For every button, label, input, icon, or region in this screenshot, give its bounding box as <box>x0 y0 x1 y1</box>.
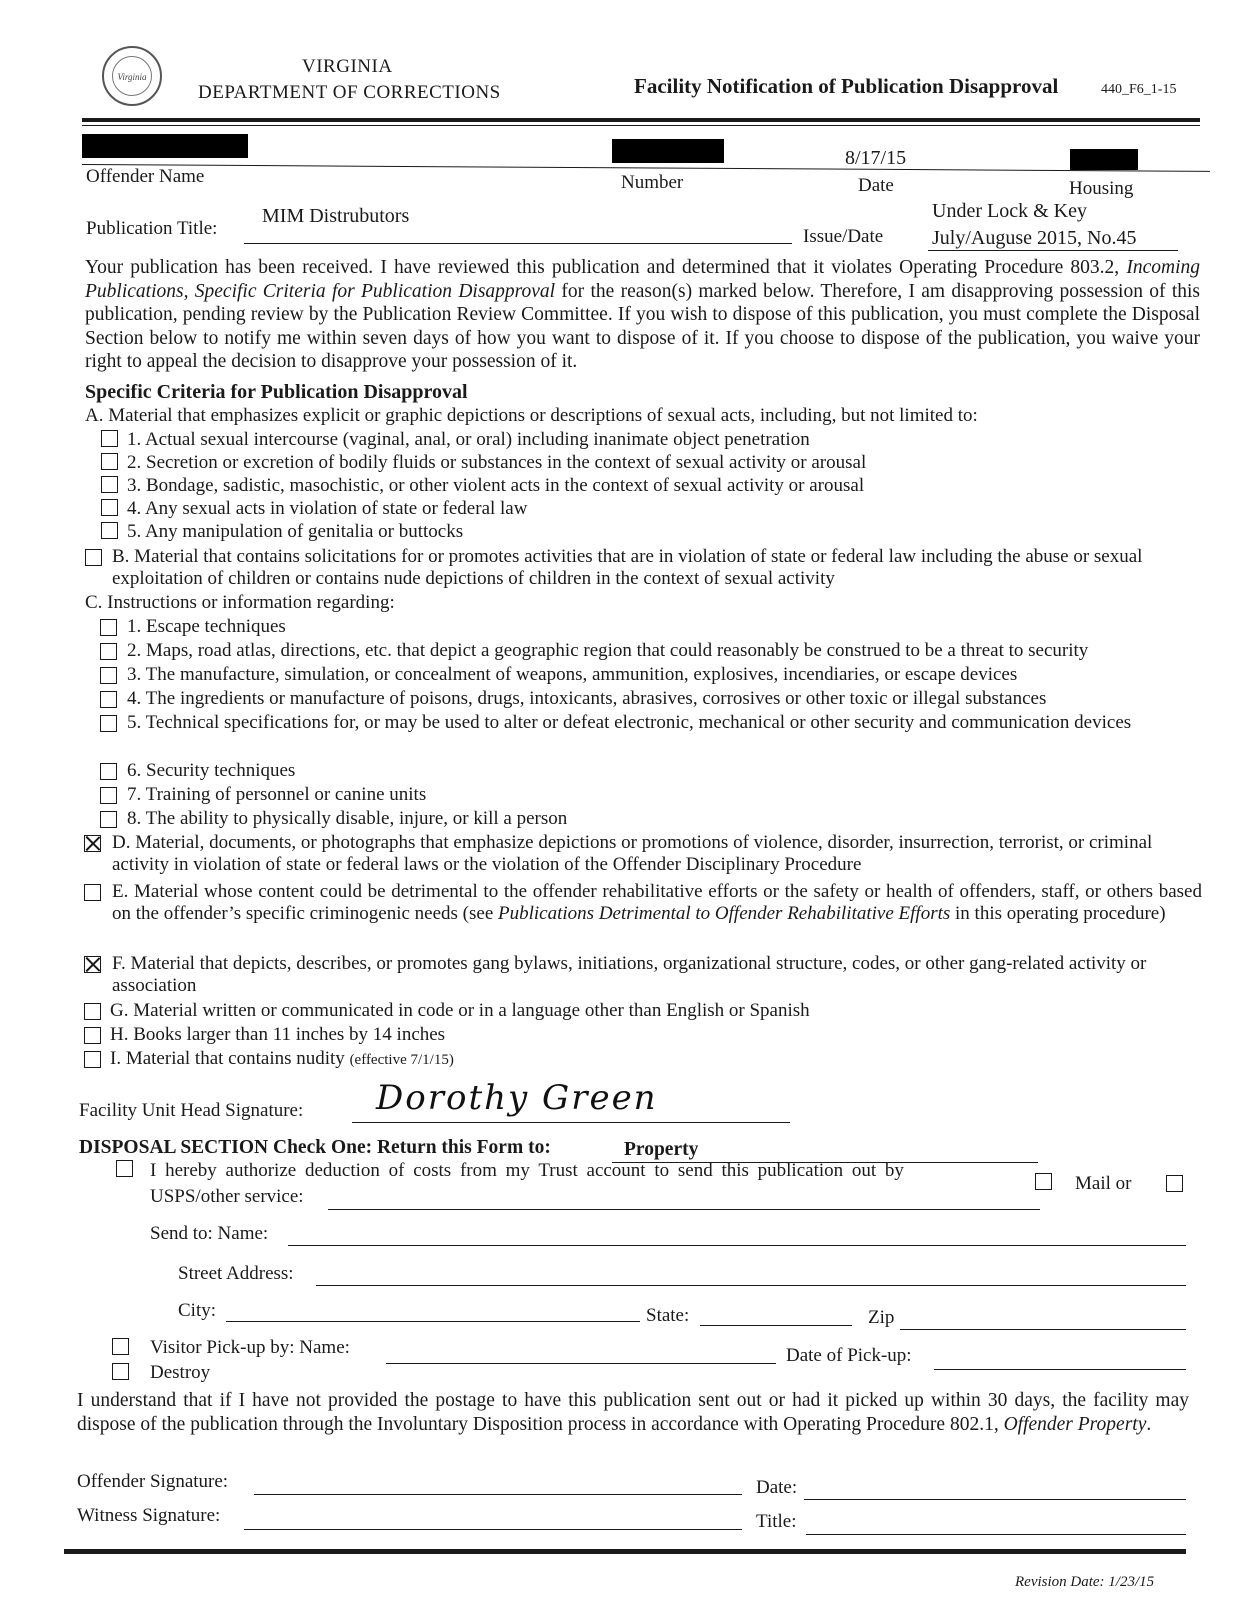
witness-signature-label: Witness Signature: <box>77 1505 221 1526</box>
checkbox-visitor-pickup[interactable] <box>112 1338 129 1355</box>
redacted-offender-number <box>612 139 724 163</box>
checkbox-c5[interactable] <box>100 715 117 732</box>
header-rule-thin <box>82 125 1200 126</box>
redacted-housing <box>1070 149 1138 170</box>
criterion-a2: 2. Secretion or excretion of bodily fluids or substances in the context of sexual activity or arousal <box>127 452 867 473</box>
checkbox-a1[interactable] <box>101 430 118 447</box>
criterion-d: D. Material, documents, or photographs that emphasize depictions or promotions of violence, disorder, insurrection, terrorist, or criminal activity in violation of state or federal laws or the violation of the Offender Disciplinary Procedure <box>112 832 1153 875</box>
facility-signature-label: Facility Unit Head Signature: <box>79 1100 304 1121</box>
checkbox-c4[interactable] <box>100 691 117 708</box>
form-title: Facility Notification of Publication Disapproval <box>634 74 1059 98</box>
street-address-label: Street Address: <box>178 1263 294 1284</box>
witness-signature-line <box>244 1529 742 1530</box>
redacted-offender-name <box>82 134 248 158</box>
criterion-f: F. Material that depicts, describes, or promotes gang bylaws, initiations, organizational structure, codes, or other gang-related activity or association <box>112 953 1147 996</box>
date-label: Date <box>858 175 894 196</box>
witness-title-line <box>806 1534 1186 1535</box>
checkbox-e[interactable] <box>84 884 101 901</box>
date-value: 8/17/15 <box>845 147 907 169</box>
checkbox-c8[interactable] <box>100 811 117 828</box>
checkbox-authorize[interactable] <box>116 1160 133 1177</box>
checkbox-c2[interactable] <box>100 643 117 660</box>
facility-signature: Dorothy Green <box>376 1078 658 1118</box>
criterion-a4: 4. Any sexual acts in violation of state or federal law <box>127 498 528 519</box>
checkbox-c1[interactable] <box>100 619 117 636</box>
seal-text: Virginia <box>112 56 152 96</box>
criterion-a3: 3. Bondage, sadistic, masochistic, or other violent acts in the context of sexual activity or arousal <box>127 475 865 496</box>
checkbox-destroy[interactable] <box>112 1363 129 1380</box>
witness-title-label: Title: <box>756 1511 797 1532</box>
usps-label: USPS/other service: <box>150 1186 304 1207</box>
offender-signature-line <box>254 1494 742 1495</box>
criterion-c6: 6. Security techniques <box>127 760 296 781</box>
criterion-g: G. Material written or communicated in code or in a language other than English or Spanish <box>110 1000 810 1021</box>
criterion-a: A. Material that emphasizes explicit or graphic depictions or descriptions of sexual acts, including, but not limited to: <box>85 405 978 426</box>
state-name: VIRGINIA <box>302 56 393 77</box>
checkbox-c7[interactable] <box>100 787 117 804</box>
checkbox-f[interactable] <box>84 956 101 973</box>
criterion-h: H. Books larger than 11 inches by 14 inches <box>110 1024 446 1045</box>
checkbox-b[interactable] <box>85 549 102 566</box>
criterion-i-note: (effective 7/1/15) <box>349 1052 454 1068</box>
authorize-text: I hereby authorize deduction of costs from my Trust account to send this publication out by <box>150 1160 904 1181</box>
revision-date: Revision Date: 1/23/15 <box>1015 1574 1155 1590</box>
issue-value-line2: July/Auguse 2015, No.45 <box>932 227 1137 249</box>
offender-row-line <box>82 164 1210 172</box>
checkbox-a5[interactable] <box>101 522 118 539</box>
criterion-i: I. Material that contains nudity (effective 7/1/15) <box>110 1048 454 1069</box>
publication-title-value: MIM Distrubutors <box>262 205 410 227</box>
checkbox-c3[interactable] <box>100 667 117 684</box>
understand-paragraph: I understand that if I have not provided the postage to have this publication sent out or had it picked up within 30 days, the facility may dispose of the publication through the Involuntary Disposition process in accordance with Operating Procedure 802.1, Offender Property. <box>77 1390 1189 1435</box>
virginia-seal-logo <box>102 46 162 106</box>
city-line <box>226 1321 640 1322</box>
city-label: City: <box>178 1300 217 1321</box>
issue-date-label: Issue/Date <box>803 226 884 247</box>
checkbox-i[interactable] <box>84 1051 101 1068</box>
header-rule <box>82 118 1200 122</box>
street-address-line <box>316 1285 1186 1286</box>
facility-signature-line <box>352 1122 790 1123</box>
send-to-name-line <box>288 1245 1186 1246</box>
state-label: State: <box>646 1305 690 1326</box>
issue-value-line1: Under Lock & Key <box>932 200 1087 222</box>
criterion-c5: 5. Technical specifications for, or may be used to alter or defeat electronic, mechanical or other security and communication devices <box>127 712 1132 733</box>
pickup-date-line <box>934 1369 1186 1370</box>
criterion-c7: 7. Training of personnel or canine units <box>127 784 427 805</box>
checkbox-h[interactable] <box>84 1027 101 1044</box>
checkbox-a2[interactable] <box>101 453 118 470</box>
checkbox-a4[interactable] <box>101 499 118 516</box>
housing-label: Housing <box>1069 178 1134 199</box>
zip-label: Zip <box>868 1307 895 1328</box>
footer-rule <box>64 1549 1186 1554</box>
mail-label: Mail or <box>1075 1173 1132 1194</box>
state-line <box>700 1325 852 1326</box>
offender-date-label: Date: <box>756 1477 798 1498</box>
criterion-c4: 4. The ingredients or manufacture of poisons, drugs, intoxicants, abrasives, corrosives or other toxic or illegal substances <box>127 688 1047 709</box>
visitor-pickup-label: Visitor Pick-up by: Name: <box>150 1337 350 1358</box>
criterion-c: C. Instructions or information regarding: <box>85 592 395 613</box>
offender-date-line <box>804 1499 1186 1500</box>
usps-line <box>328 1209 1040 1210</box>
criterion-c1: 1. Escape techniques <box>127 616 286 637</box>
criterion-a1: 1. Actual sexual intercourse (vaginal, anal, or oral) including inanimate object penetration <box>127 429 810 450</box>
number-label: Number <box>621 172 684 193</box>
zip-line <box>900 1329 1186 1330</box>
checkbox-mail[interactable] <box>1035 1173 1052 1190</box>
criterion-c2: 2. Maps, road atlas, directions, etc. that depict a geographic region that could reasonably be construed to be a threat to security <box>127 640 1089 661</box>
criterion-b: B. Material that contains solicitations for or promotes activities that are in violation of state or federal law including the abuse or sexual exploitation of children or contains nude depictions of children in the context of sexual activity <box>112 546 1143 589</box>
pickup-date-label: Date of Pick-up: <box>786 1345 912 1366</box>
criterion-c8: 8. The ability to physically disable, injure, or kill a person <box>127 808 568 829</box>
offender-name-label: Offender Name <box>86 166 205 187</box>
intro-paragraph: Your publication has been received. I have reviewed this publication and determined that it violates Operating Procedure 803.2, Incoming Publications, Specific Criteria for Publication Disapproval for the reason(s) marked below. Therefore, I am disapproving possession of this publication, pending review by the Publication Review Committee. If you wish to dispose of this publication, you must complete the Disposal Section below to notify me within seven days of how you want to dispose of it. If you choose to dispose of the publication, you waive your right to appeal the decision to disapprove your possession of it. <box>85 257 1200 372</box>
offender-signature-label: Offender Signature: <box>77 1471 229 1492</box>
publication-title-label: Publication Title: <box>86 218 218 239</box>
checkbox-usps[interactable] <box>1166 1175 1183 1192</box>
disposal-heading: DISPOSAL SECTION Check One: Return this Form to: <box>79 1137 551 1158</box>
department-name: DEPARTMENT OF CORRECTIONS <box>198 82 501 103</box>
checkbox-g[interactable] <box>84 1003 101 1020</box>
criterion-c3: 3. The manufacture, simulation, or concealment of weapons, ammunition, explosives, incendiaries, or escape devices <box>127 664 1018 685</box>
form-code: 440_F6_1-15 <box>1101 82 1177 97</box>
publication-title-line <box>244 243 792 244</box>
send-to-name-label: Send to: Name: <box>150 1223 269 1244</box>
checkbox-d[interactable] <box>84 835 101 852</box>
visitor-name-line <box>386 1363 776 1364</box>
return-to-value: Property <box>624 1139 699 1160</box>
destroy-label: Destroy <box>150 1362 211 1383</box>
issue-date-line <box>928 250 1178 251</box>
criteria-heading: Specific Criteria for Publication Disapproval <box>85 381 468 403</box>
checkbox-c6[interactable] <box>100 763 117 780</box>
criterion-e: E. Material whose content could be detrimental to the offender rehabilitative efforts or the safety or health of offenders, staff, or others based on the offender’s specific criminogenic needs (see Publications Detrimental to Offender Rehabilitative Efforts in this operating procedure) <box>112 881 1202 924</box>
checkbox-a3[interactable] <box>101 476 118 493</box>
criterion-a5: 5. Any manipulation of genitalia or buttocks <box>127 521 464 542</box>
